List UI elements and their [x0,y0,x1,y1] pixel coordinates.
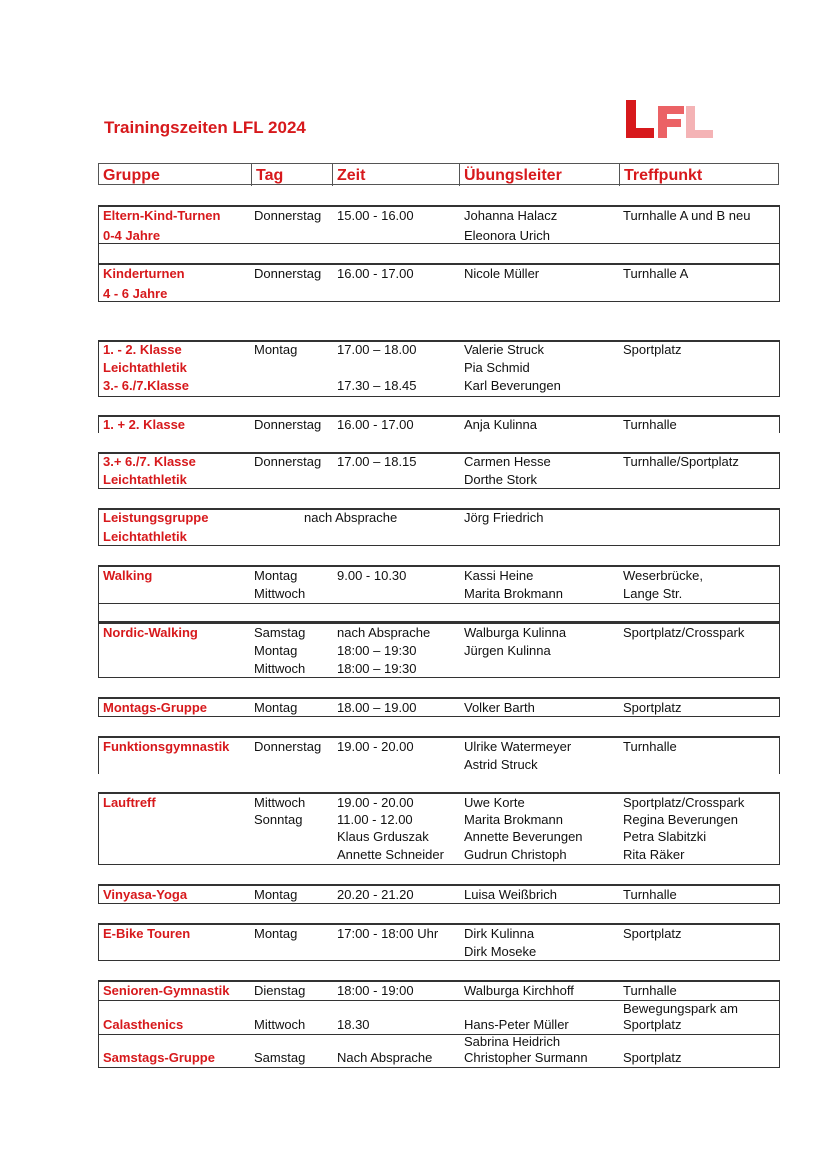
cell-zeit: 16.00 - 17.00 [337,266,414,281]
row-divider [98,243,780,244]
cell-tag: Mittwoch [254,1017,306,1032]
header-treffpunkt: Treffpunkt [619,164,780,186]
cell-zeit: nach Absprache [337,625,431,640]
cell-leiter: Gudrun Christoph [464,847,567,862]
group-name: Kinderturnen [103,266,185,281]
cell-zeit: 18:00 – 19:30 [337,643,417,658]
header-uebungsleiter: Übungsleiter [459,164,619,186]
cell-leiter: Pia Schmid [464,360,530,375]
cell-leiter: Uwe Korte [464,795,525,810]
cell-leiter: Walburga Kirchhoff [464,983,574,998]
cell-leiter: Walburga Kulinna [464,625,567,640]
group-name: Montags-Gruppe [103,700,207,715]
cell-zeit: 18.30 [337,1017,370,1032]
cell-zeit: 17.30 – 18.45 [337,378,417,393]
table-header [98,163,779,185]
cell-tag: Montag [254,342,298,357]
header-gruppe: Gruppe [103,167,160,184]
cell-tag: Dienstag [254,983,306,998]
cell-tag: Mittwoch [254,661,306,676]
lfl-logo [622,96,718,142]
cell-tag: Samstag [254,1050,306,1065]
cell-leiter: Christopher Surmann [464,1050,588,1065]
cell-treffpunkt: Sportplatz [623,1050,682,1065]
group-name: Senioren-Gymnastik [103,983,230,998]
cell-tag: Mittwoch [254,795,306,810]
cell-treffpunkt: Sportplatz [623,1017,682,1032]
group-name: 0-4 Jahre [103,228,161,243]
group-name: 3.- 6./7.Klasse [103,378,189,393]
cell-treffpunkt: Sportplatz [623,926,682,941]
cell-leiter: Marita Brokmann [464,586,563,601]
cell-treffpunkt: Turnhalle [623,983,677,998]
cell-treffpunkt: Rita Räker [623,847,685,862]
cell-treffpunkt: Lange Str. [623,586,683,601]
cell-zeit: 17:00 - 18:00 Uhr [337,926,439,941]
cell-tag: Montag [254,926,298,941]
cell-tag: nach Absprache [304,510,398,525]
cell-zeit: Annette Schneider [337,847,444,862]
cell-zeit: 16.00 - 17.00 [337,417,414,432]
row-divider [98,603,780,604]
cell-leiter: Jörg Friedrich [464,510,544,525]
group-name: Vinyasa-Yoga [103,887,188,902]
cell-tag: Donnerstag [254,739,322,754]
cell-tag: Montag [254,887,298,902]
cell-zeit: 18:00 - 19:00 [337,983,414,998]
group-box [98,884,780,904]
cell-tag: Mittwoch [254,586,306,601]
group-name: Calasthenics [103,1017,184,1032]
cell-zeit: 19.00 - 20.00 [337,795,414,810]
cell-leiter: Carmen Hesse [464,454,551,469]
group-name: Lauftreff [103,795,156,810]
cell-zeit: 18:00 – 19:30 [337,661,417,676]
cell-zeit: 17.00 – 18.15 [337,454,417,469]
group-name: Leichtathletik [103,472,187,487]
row-divider [98,1034,780,1035]
cell-zeit: 20.20 - 21.20 [337,887,414,902]
group-name: 1. - 2. Klasse [103,342,182,357]
group-name: Leichtathletik [103,529,187,544]
group-name: Eltern-Kind-Turnen [103,208,221,223]
cell-zeit: Klaus Grduszak [337,829,429,844]
group-name: Leichtathletik [103,360,187,375]
header-tag: Tag [251,164,332,186]
group-box [98,415,780,433]
header-zeit: Zeit [332,164,459,186]
cell-leiter: Nicole Müller [464,266,540,281]
group-name: Samstags-Gruppe [103,1050,215,1065]
cell-treffpunkt: Turnhalle [623,887,677,902]
cell-treffpunkt: Turnhalle A [623,266,689,281]
cell-zeit: 11.00 - 12.00 [337,812,413,827]
cell-treffpunkt: Sportplatz/Crosspark [623,795,745,810]
group-name: Leistungsgruppe [103,510,209,525]
cell-zeit: 19.00 - 20.00 [337,739,414,754]
cell-tag: Donnerstag [254,266,322,281]
cell-leiter: Eleonora Urich [464,228,550,243]
cell-treffpunkt: Bewegungspark am [623,1001,738,1016]
group-name: 3.+ 6./7. Klasse [103,454,196,469]
cell-tag: Sonntag [254,812,303,827]
cell-leiter: Hans-Peter Müller [464,1017,569,1032]
cell-treffpunkt: Weserbrücke, [623,568,703,583]
cell-tag: Donnerstag [254,417,322,432]
group-name: 4 - 6 Jahre [103,286,168,301]
group-name: Nordic-Walking [103,625,198,640]
cell-leiter: Dirk Kulinna [464,926,535,941]
group-name: 1. + 2. Klasse [103,417,186,432]
cell-treffpunkt: Turnhalle/Sportplatz [623,454,739,469]
cell-leiter: Dirk Moseke [464,944,537,959]
cell-tag: Montag [254,568,298,583]
cell-leiter: Karl Beverungen [464,378,561,393]
cell-treffpunkt: Turnhalle A und B neu [623,208,751,223]
cell-leiter: Dorthe Stork [464,472,537,487]
cell-tag: Samstag [254,625,306,640]
cell-zeit: 17.00 – 18.00 [337,342,417,357]
cell-leiter: Astrid Struck [464,757,538,772]
cell-zeit: 9.00 - 10.30 [337,568,407,583]
cell-leiter: Marita Brokmann [464,812,563,827]
page-title: Trainingszeiten LFL 2024 [104,118,306,137]
cell-treffpunkt: Turnhalle [623,739,677,754]
cell-leiter: Valerie Struck [464,342,544,357]
cell-tag: Montag [254,700,298,715]
cell-leiter: Jürgen Kulinna [464,643,551,658]
cell-leiter: Anja Kulinna [464,417,537,432]
cell-treffpunkt: Turnhalle [623,417,677,432]
cell-leiter: Luisa Weißbrich [464,887,557,902]
cell-leiter: Volker Barth [464,700,535,715]
cell-leiter: Ulrike Watermeyer [464,739,572,754]
cell-tag: Donnerstag [254,208,322,223]
cell-treffpunkt: Sportplatz [623,700,682,715]
cell-zeit: 15.00 - 16.00 [337,208,414,223]
cell-leiter: Johanna Halacz [464,208,558,223]
cell-tag: Donnerstag [254,454,322,469]
group-name: Funktionsgymnastik [103,739,230,754]
cell-treffpunkt: Sportplatz/Crosspark [623,625,745,640]
cell-treffpunkt: Petra Slabitzki [623,829,707,844]
cell-treffpunkt: Sportplatz [623,342,682,357]
cell-leiter: Sabrina Heidrich [464,1034,561,1049]
cell-leiter: Kassi Heine [464,568,534,583]
cell-zeit: 18.00 – 19.00 [337,700,417,715]
group-name: Walking [103,568,153,583]
group-name: E-Bike Touren [103,926,191,941]
cell-zeit: Nach Absprache [337,1050,433,1065]
cell-leiter: Annette Beverungen [464,829,583,844]
cell-tag: Montag [254,643,298,658]
cell-treffpunkt: Regina Beverungen [623,812,738,827]
